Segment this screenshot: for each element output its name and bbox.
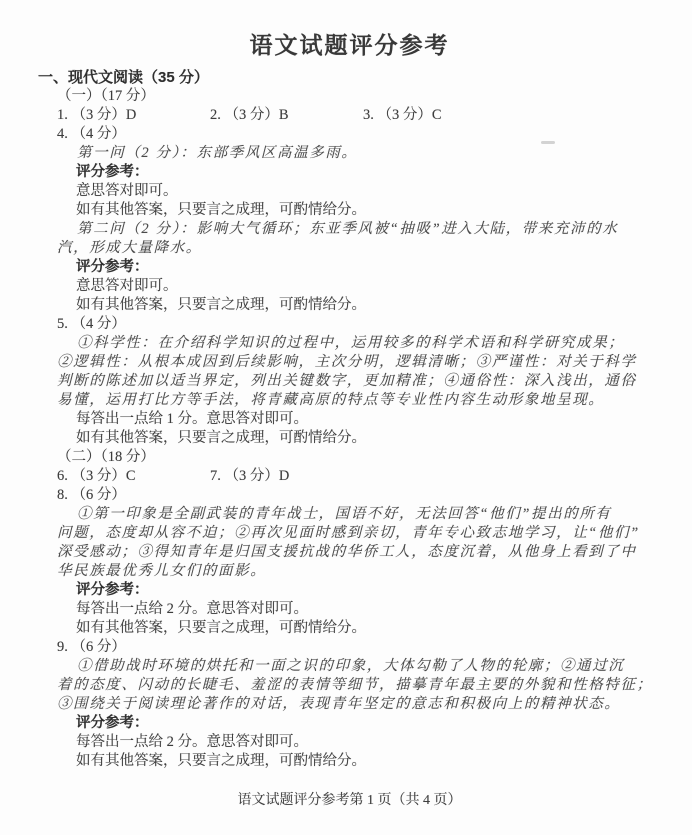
answer-segment: 2. （3 分）B [210,107,289,123]
answer-text-line: 第一问（2 分）：东部季风区高温多雨。 [77,145,358,161]
scoring-note: 如有其他答案，只要言之成理，可酌情给分。 [76,753,366,769]
scoring-note: 意思答对即可。 [76,183,178,199]
subsection-label: （一）（17 分） [57,88,155,104]
scoring-note: 如有其他答案，只要言之成理，可酌情给分。 [76,620,366,636]
scoring-reference-heading: 评分参考： [76,715,149,731]
answer-text-line: 华民族最优秀儿女们的面影。 [57,563,267,579]
page-footer: 语文试题评分参考第 1 页（共 4 页） [237,793,462,808]
scoring-reference-heading: 评分参考： [76,259,149,275]
scoring-note: 如有其他答案，只要言之成理，可酌情给分。 [76,202,366,218]
answer-text-line: 问题，态度却从容不迫；②再次见面时感到亲切，青年专心致志地学习，让“他们” [57,525,640,541]
scoring-note: 意思答对即可。 [76,278,178,294]
item-label: 8. （6 分） [57,487,126,503]
answer-text-line: 深受感动；③得知青年是归国支援抗战的华侨工人，态度沉着，从他身上看到了中 [57,544,637,560]
answer-text-line: 第二问（2 分）：影响大气循环；东亚季风被“抽吸”进入大陆，带来充沛的水 [77,221,619,237]
document-title: 语文试题评分参考 [249,32,450,58]
subsection-label: （二）（18 分） [57,449,155,465]
answer-text-line: 汽，形成大量降水。 [57,240,202,256]
section-heading: 一、现代文阅读（35 分） [38,69,209,86]
answer-segment: 3. （3 分）C [363,107,442,123]
answer-text-line: ②逻辑性：从根本成因到后续影响，主次分明，逻辑清晰；③严谨性：对关于科学 [57,354,637,370]
item-label: 9. （6 分） [57,639,126,655]
answer-segment: 1. （3 分）D [57,107,137,123]
scoring-note: 每答出一点给 1 分。意思答对即可。 [76,411,308,427]
answer-segment: 6. （3 分）C [57,468,136,484]
choice-answers-row [57,106,642,125]
scoring-note: 如有其他答案，只要言之成理，可酌情给分。 [76,297,366,313]
answer-text-line: ③围绕关于阅读理论著作的对话，表现青年坚定的意志和积极向上的精神状态。 [57,696,621,712]
scoring-note: 如有其他答案，只要言之成理，可酌情给分。 [76,430,366,446]
answer-text-line: 易懂，运用打比方等手法，将青藏高原的特点等专业性内容生动形象地呈现。 [57,392,605,408]
answer-text-line: ①科学性：在介绍科学知识的过程中，运用较多的科学术语和科学研究成果； [77,335,625,351]
answer-segment: 7. （3 分）D [210,468,290,484]
answer-text-line: ①第一印象是全副武装的青年战士，国语不好，无法回答“他们”提出的所有 [77,506,612,522]
choice-answers-row [57,467,642,486]
answer-text-line: 判断的陈述加以适当界定，列出关键数字，更加精准；④通俗性：深入浅出，通俗 [57,373,637,389]
scoring-reference-heading: 评分参考： [76,164,149,180]
item-label: 4. （4 分） [57,126,126,142]
scoring-reference-heading: 评分参考： [76,582,149,598]
document-body [38,68,653,771]
item-label: 5. （4 分） [57,316,126,332]
scoring-note: 每答出一点给 2 分。意思答对即可。 [76,734,308,750]
scoring-note: 每答出一点给 2 分。意思答对即可。 [76,601,308,617]
answer-text-line: 着的态度、闪动的长睫毛、羞涩的表情等细节，描摹青年最主要的外貌和性格特征； [57,677,653,693]
scan-artifact [541,141,555,144]
answer-text-line: ①借助战时环境的烘托和一面之识的印象，大体勾勒了人物的轮廓；②通过沉 [77,658,625,674]
